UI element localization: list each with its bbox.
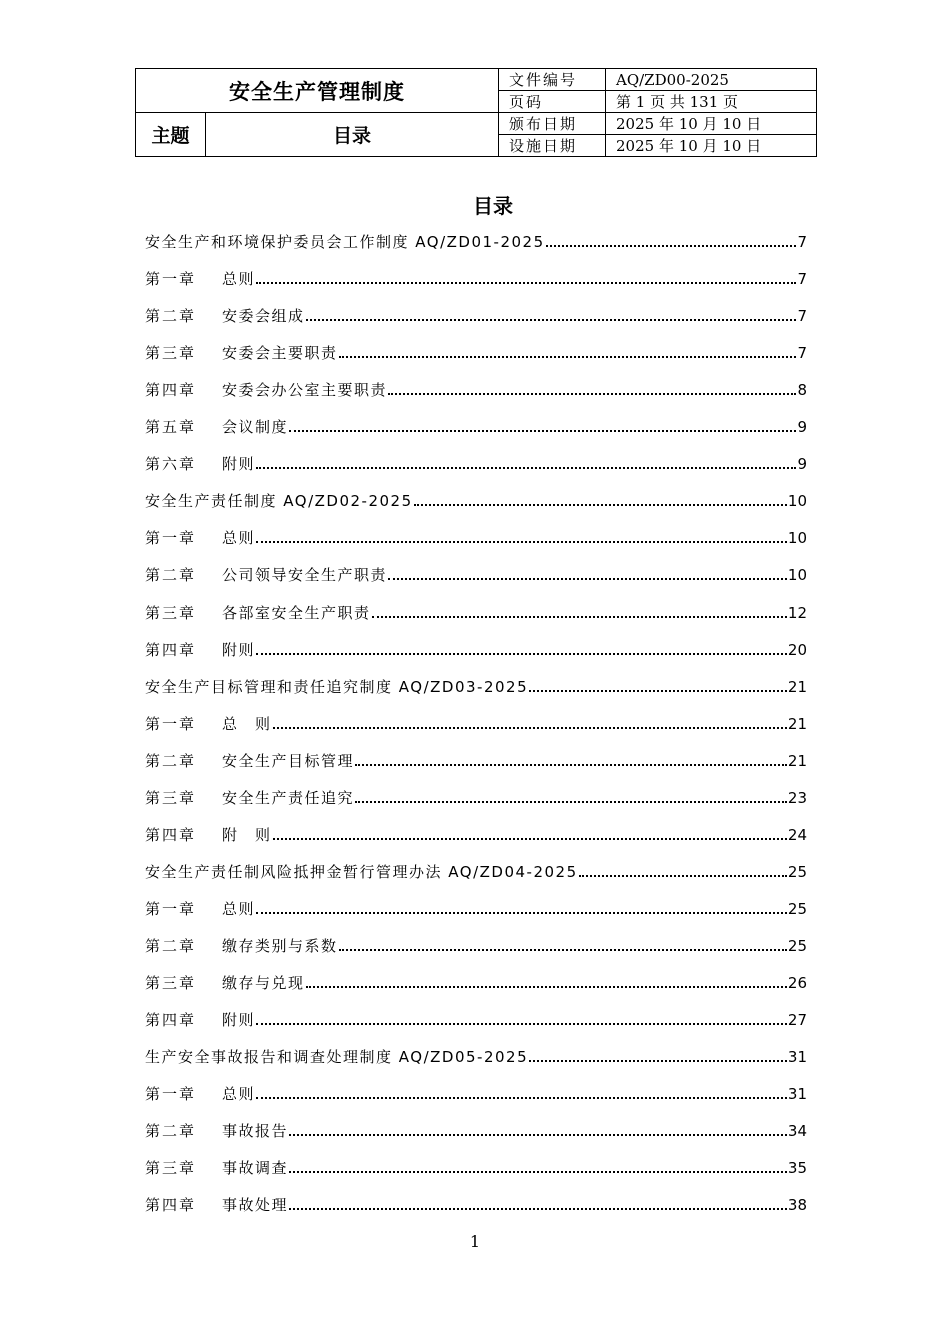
toc-heading: 目录 [473,194,513,218]
toc-title-text: 安全生产责任制风险抵押金暂行管理办法 AQ/ZD04-2025 [145,862,578,881]
toc-chapter-number: 第二章 [145,307,197,326]
toc-title-text: 安委会组成 [222,307,305,326]
toc-entry-title [145,380,387,400]
toc-dot-leader [355,764,787,766]
toc-entry[interactable] [145,1080,807,1104]
toc-title-text: 总 则 [222,714,272,733]
toc-title-text: 事故处理 [222,1196,289,1215]
toc-entry-title [145,1084,255,1104]
toc-title-text: 各部室安全生产职责 [222,603,371,622]
toc-title-text: 事故报告 [222,1122,289,1141]
toc-chapter-number: 第三章 [145,788,197,807]
toc-title-text: 附 则 [222,825,272,844]
toc-chapter-number: 第一章 [145,714,197,733]
toc-entry-title [145,1047,528,1067]
toc-dot-leader [256,912,787,914]
toc-page-number: 21 [787,677,807,696]
toc-page-number: 12 [787,603,807,622]
toc-entry-title [145,936,338,956]
toc-title-text: 生产安全事故报告和调查处理制度 AQ/ZD05-2025 [145,1048,529,1067]
page-value: 第 1 页 共 131 页 [606,91,817,113]
toc-entry[interactable] [145,858,807,882]
toc-entry-title [145,1195,288,1215]
toc-entry-title [145,343,338,363]
toc-entry[interactable] [145,821,807,845]
toc-page-number: 20 [787,640,807,659]
toc-dot-leader [388,578,787,580]
toc-page-number: 7 [797,270,807,289]
toc-page-number: 31 [787,1085,807,1104]
toc-title-text: 安全生产目标管理 [222,751,355,770]
toc-chapter-number: 第二章 [145,1122,197,1141]
toc-entry[interactable] [145,413,807,437]
toc-title-text: 安委会主要职责 [222,344,338,363]
toc-page-number: 34 [787,1122,807,1141]
toc-entry-title [145,491,413,511]
toc-entry[interactable] [145,1154,807,1178]
toc-chapter-number: 第一章 [145,1085,197,1104]
toc-entry[interactable] [145,1117,807,1141]
toc-page-number: 7 [797,233,807,251]
toc-title-text: 总则 [222,1085,256,1104]
toc-entry[interactable] [145,673,807,697]
toc-entry-title [145,714,272,734]
toc-page-number: 10 [787,529,807,548]
toc-dot-leader [289,1208,787,1210]
toc-entry[interactable] [145,1043,807,1067]
subject-value: 目录 [206,113,499,157]
toc-chapter-number: 第三章 [145,603,197,622]
toc-entry-title [145,677,528,697]
toc-chapter-number: 第四章 [145,381,197,400]
toc-dot-leader [529,1060,787,1062]
toc-entry[interactable] [145,339,807,363]
toc-chapter-number: 第四章 [145,640,197,659]
toc-title-text: 总则 [222,270,256,289]
toc-dot-leader [372,616,787,618]
toc-dot-leader [388,393,796,395]
toc-page-number: 31 [787,1048,807,1067]
toc-dot-leader [339,949,787,951]
toc-entry-title [145,899,255,919]
toc-dot-leader [414,504,787,506]
toc-entry-title [145,973,305,993]
toc-entry[interactable] [145,376,807,400]
toc-title-text: 安全生产责任追究 [222,788,355,807]
toc-dot-leader [339,356,797,358]
toc-dot-leader [289,1134,787,1136]
toc-chapter-number: 第三章 [145,344,197,363]
toc-page-number: 25 [787,936,807,955]
file-number-label: 文件编号 [499,69,606,91]
toc-dot-leader [273,727,787,729]
toc-dot-leader [256,541,787,543]
toc-dot-leader [546,245,797,247]
toc-chapter-number: 第一章 [145,529,197,548]
toc-entry[interactable] [145,302,807,326]
toc-entry[interactable] [145,1191,807,1215]
page-number: 1 [469,1232,481,1251]
toc-page-number: 9 [797,455,807,474]
toc-entry[interactable] [145,228,807,252]
toc-dot-leader [256,467,796,469]
toc-page-number: 24 [787,825,807,844]
toc-title-text: 安全生产目标管理和责任追究制度 AQ/ZD03-2025 [145,677,529,696]
toc-dot-leader [529,690,787,692]
toc-entry[interactable] [145,487,807,511]
toc-entry-title [145,232,545,252]
toc-title-text: 安全生产和环境保护委员会工作制度 AQ/ZD01-2025 [145,233,545,251]
toc-entry-title [145,640,255,660]
toc-page-number: 23 [787,788,807,807]
issue-date-label: 颁布日期 [499,113,606,135]
toc-entry[interactable] [145,1006,807,1030]
toc-title-text: 附则 [222,1011,256,1030]
toc-dot-leader [273,838,787,840]
toc-chapter-number: 第一章 [145,899,197,918]
toc-entry[interactable] [145,784,807,808]
toc-entry-title [145,825,272,845]
toc-chapter-number: 第三章 [145,1159,197,1178]
toc-entry-title [145,862,578,882]
subject-label: 主题 [136,113,206,157]
toc-page-number: 27 [787,1011,807,1030]
toc-dot-leader [256,1097,787,1099]
toc-entry-title [145,306,305,326]
toc-entry[interactable] [145,450,807,474]
toc-page-number: 8 [797,381,807,400]
header-table [135,68,817,157]
toc-page-number: 10 [787,492,807,511]
document-title: 安全生产管理制度 [136,69,499,113]
toc-chapter-number: 第四章 [145,1196,197,1215]
toc-chapter-number: 第六章 [145,455,197,474]
issue-date-value: 2025 年 10 月 10 日 [606,113,817,135]
toc-entry[interactable] [145,969,807,993]
toc-chapter-number: 第二章 [145,936,197,955]
toc-chapter-number: 第四章 [145,825,197,844]
toc-entry-title [145,1158,288,1178]
toc-dot-leader [579,875,787,877]
toc-chapter-number: 第二章 [145,751,197,770]
toc-page-number: 26 [787,974,807,992]
toc-chapter-number: 第三章 [145,974,197,992]
toc-title-text: 缴存类别与系数 [222,936,338,955]
toc-title-text: 总则 [222,899,256,918]
toc-dot-leader [289,430,796,432]
toc-chapter-number: 第四章 [145,1011,197,1030]
toc-entry-title [145,1121,288,1141]
toc-entry[interactable] [145,265,807,289]
toc-entry-title [145,1010,255,1030]
toc-entry[interactable] [145,561,807,585]
toc-entry-title [145,454,255,474]
file-number-value: AQ/ZD00-2025 [606,69,817,91]
page-label: 页码 [499,91,606,113]
toc-title-text: 缴存与兑现 [222,974,305,992]
toc-entry[interactable] [145,524,807,548]
toc-page-number: 25 [787,862,807,881]
toc-dot-leader [256,1023,787,1025]
toc-entry-title [145,528,255,548]
toc-entry-title [145,269,255,289]
toc-page-number: 25 [787,899,807,918]
toc-entry[interactable] [145,599,807,623]
toc-page-number: 21 [787,751,807,770]
effective-date-label: 设施日期 [499,135,606,157]
toc-title-text: 安委会办公室主要职责 [222,381,388,400]
toc-title-text: 公司领导安全生产职责 [222,566,388,585]
toc-entry[interactable] [145,710,807,734]
toc-title-text: 事故调查 [222,1159,289,1178]
toc-title-text: 总则 [222,529,256,548]
toc-page-number: 9 [797,418,807,437]
toc-dot-leader [256,282,796,284]
effective-date-value: 2025 年 10 月 10 日 [606,135,817,157]
toc-page-number: 21 [787,714,807,733]
toc-entry-title [145,788,354,808]
toc-dot-leader [306,319,797,321]
toc-dot-leader [306,986,787,988]
toc-title-text: 附则 [222,455,256,474]
toc-chapter-number: 第二章 [145,566,197,585]
toc-title-text: 附则 [222,640,256,659]
toc-entry-title [145,417,288,437]
toc-title-text: 会议制度 [222,418,289,437]
toc-chapter-number: 第五章 [145,418,197,437]
toc-entry[interactable] [145,932,807,956]
toc-entry[interactable] [145,895,807,919]
toc-page-number: 35 [787,1159,807,1178]
toc-page-number: 38 [787,1196,807,1215]
toc-entry-title [145,603,371,623]
toc-title-text: 安全生产责任制度 AQ/ZD02-2025 [145,492,413,511]
toc-entry-title [145,565,387,585]
toc-entry-title [145,751,354,771]
toc-chapter-number: 第一章 [145,270,197,289]
toc-page-number: 10 [787,566,807,585]
toc-entry[interactable] [145,636,807,660]
toc-dot-leader [256,653,787,655]
toc-dot-leader [289,1171,787,1173]
toc-page-number: 7 [797,344,807,363]
toc-entry[interactable] [145,747,807,771]
toc-dot-leader [355,801,787,803]
toc-page-number: 7 [797,307,807,326]
